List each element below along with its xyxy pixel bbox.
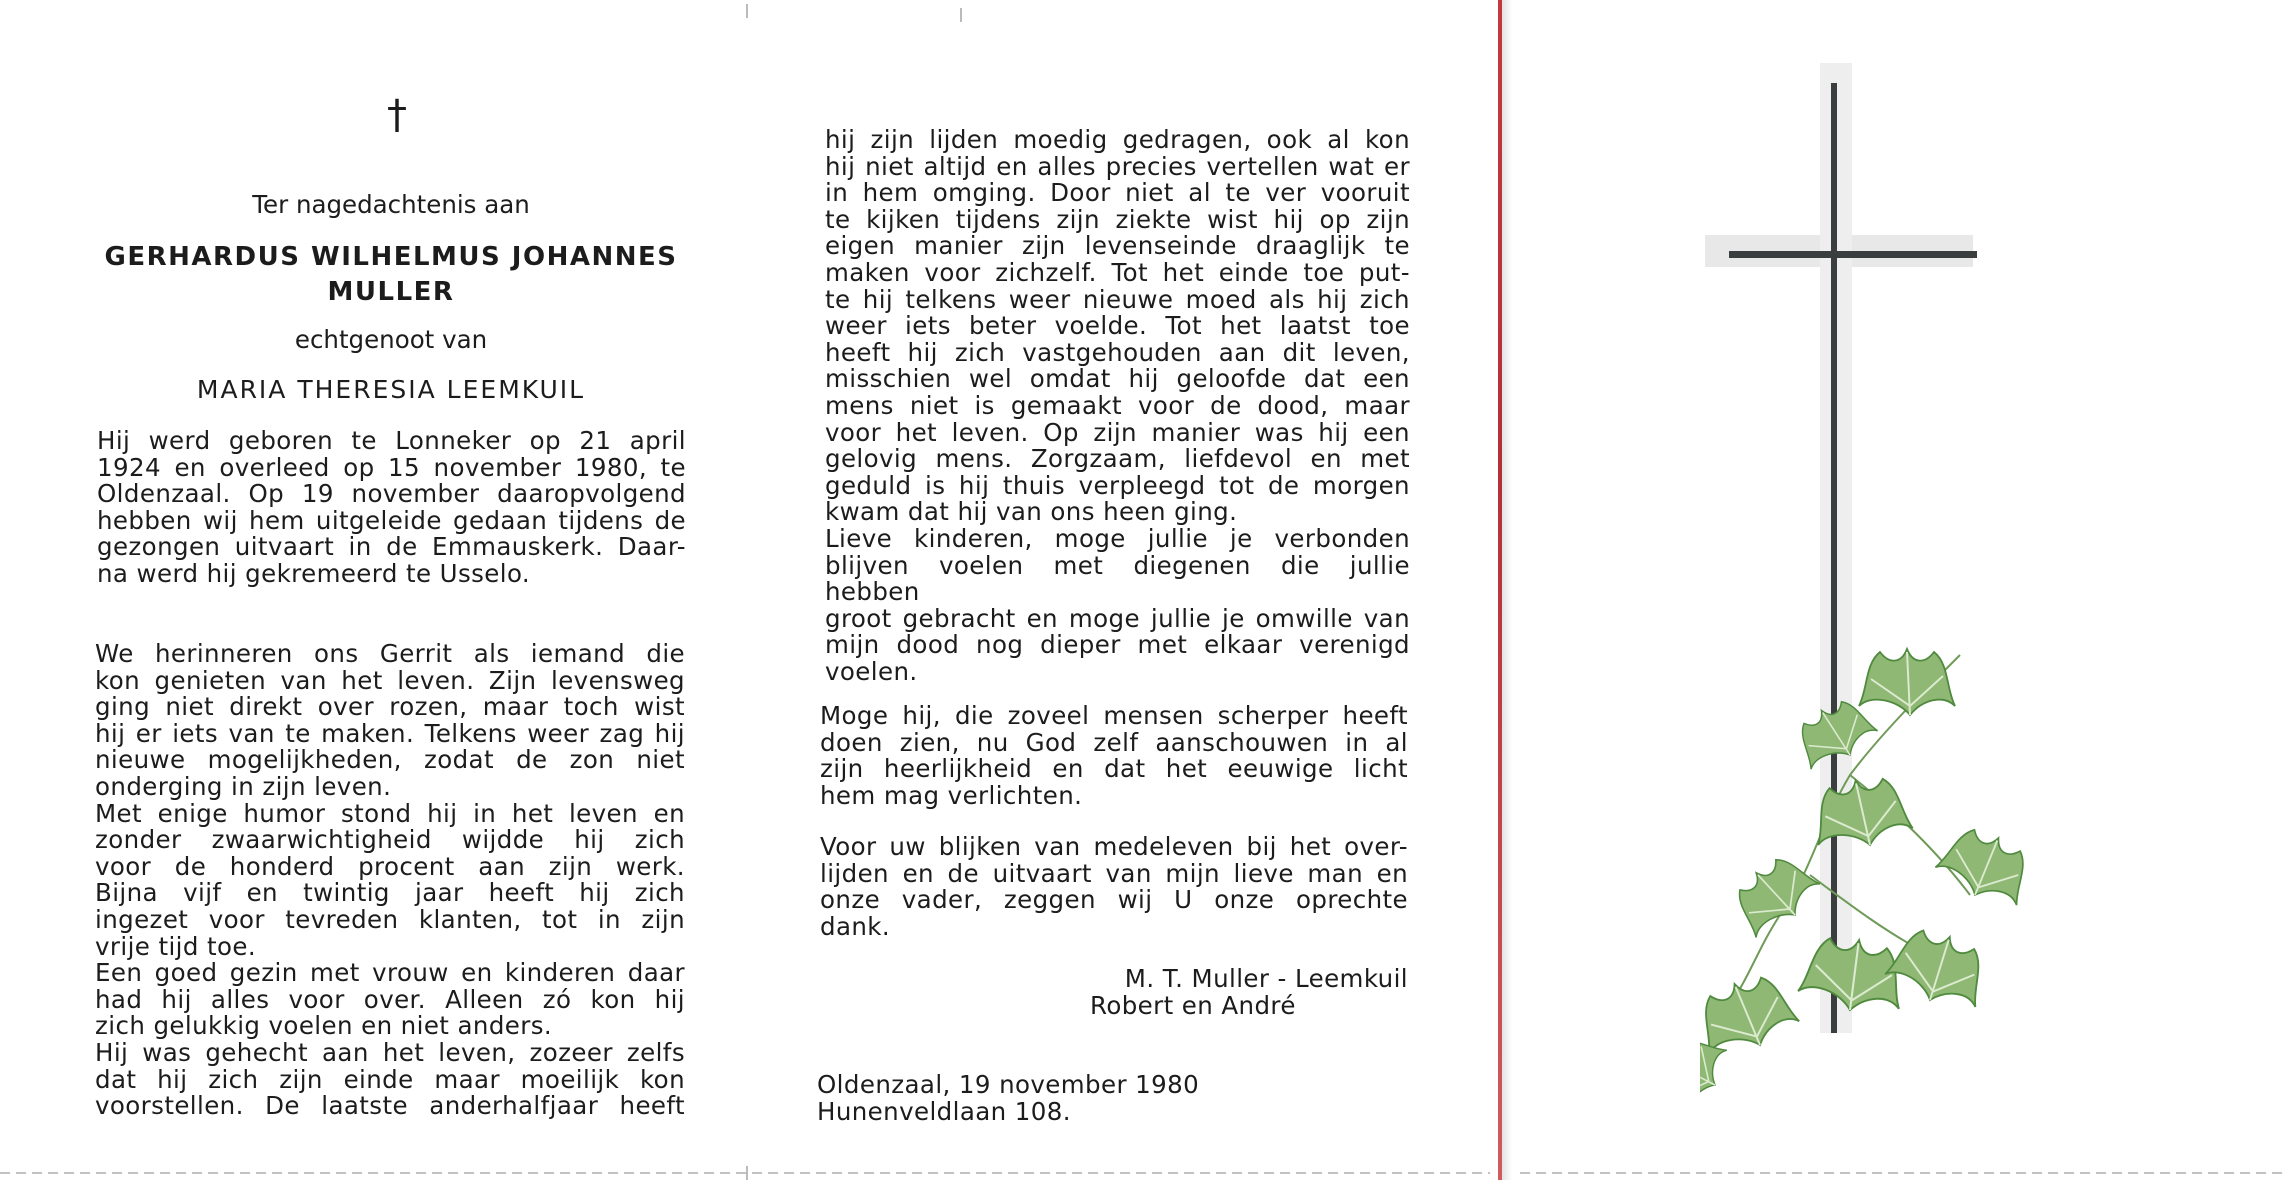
text-line: nieuwe mogelijkheden, zodat de zon niet [95,745,685,775]
remembrance-paragraph [95,641,685,1120]
text-line: Lieve kinderen, moge jullie je verbonden [825,523,1410,553]
text-line: Hij was gehecht aan het leven, zozeer zelfs [95,1037,685,1067]
text-line: Met enige humor stond hij in het leven en [95,798,685,828]
text-line: voor de honderd procent aan zijn werk. [95,851,685,881]
signature-line-2: Robert en André [1090,990,1296,1020]
text-line: vrije tijd toe. [95,931,257,961]
cover-bottom-edge [1520,1172,2288,1174]
text-line: lijden en de uitvaart van mijn lieve man en [820,858,1408,888]
place-date: Oldenzaal, 19 november 1980 [817,1070,1200,1099]
text-line: onderging in zijn leven. [95,771,392,801]
text-line: gezongen uitvaart in de Emmauskerk. Daar- [97,532,686,562]
text-line: in hem omging. Door niet al te ver vooruit [825,178,1410,208]
text-line: had hij alles voor over. Alleen zó kon hij [95,984,685,1014]
text-line: 1924 en overleed op 15 november 1980, te [97,452,686,482]
text-line: groot gebracht en moge jullie je omwille van [825,603,1410,633]
text-line: voelen. [825,656,918,686]
text-line: zich gelukkig voelen en niet anders. [95,1011,553,1041]
bottom-edge [0,1172,1490,1174]
signature-line-1: M. T. Muller - Leemkuil [1124,964,1408,993]
illness-paragraph [825,127,1410,685]
text-line: onze vader, zeggen wij U onze oprechte [820,885,1408,915]
fold-mark-top-right [960,8,962,22]
text-line: hij niet altijd en alles precies vertellen wat er [825,151,1410,181]
text-line: blijven voelen met diegenen die jullie [825,550,1410,580]
text-line: Een goed gezin met vrouw en kinderen daar [95,958,685,988]
text-line: na werd hij gekremeerd te Usselo. [97,558,531,588]
text-line: hebben [825,577,920,607]
text-line: hem mag verlichten. [820,780,1083,810]
spouse-name: MARIA THERESIA LEEMKUIL [196,375,586,404]
text-line: kon genieten van het leven. Zijn levensweg [95,665,685,695]
text-line: mens niet is gemaakt voor de dood, maar [825,390,1410,420]
text-line: ging niet direkt over rozen, maar toch wist [95,692,685,722]
text-line: gelovig mens. Zorgzaam, liefdevol en met [825,444,1410,474]
card-fold-shadow [1502,0,1512,1180]
thanks-paragraph [820,834,1408,940]
text-line: mijn dood nog dieper met elkaar verenigd [825,630,1410,660]
deceased-name-line1: GERHARDUS WILHELMUS JOHANNES [104,242,678,272]
text-line: Voor uw blijken van medeleven bij het over- [820,832,1408,861]
dagger-cross-icon: † [387,92,407,138]
text-line: hij zijn lijden moedig gedragen, ook al kon [825,125,1410,154]
text-line: kwam dat hij van ons heen ging. [825,497,1238,527]
ivy-vine [1700,649,2039,1120]
fold-mark-top [746,4,748,18]
text-line: zonder zwaarwichtigheid wijdde hij zich [95,825,685,855]
heading-spouse: echtgenoot van [294,325,488,354]
text-line: hij er iets van te maken. Telkens weer zag hij [95,718,685,748]
cross-with-ivy-illustration [1700,55,2140,1145]
heading-memoriam: Ter nagedachtenis aan [252,190,530,219]
address: Hunenveldlaan 108. [817,1096,1071,1126]
text-line: Hij werd geboren te Lonneker op 21 april [97,426,686,455]
text-line: voorstellen. De laatste anderhalfjaar heeft [95,1091,685,1121]
text-line: eigen manier zijn levenseinde draaglijk te [825,231,1410,261]
prayer-paragraph [820,703,1408,809]
text-line: te hij telkens weer nieuwe moed als hij zich [825,284,1410,314]
text-line: Bijna vijf en twintig jaar heeft hij zich [95,878,685,908]
text-line: Moge hij, die zoveel mensen scherper heeft [820,701,1408,730]
deceased-name-line2: MULLER [327,277,455,307]
signature-block [1090,966,1408,1019]
place-date-block [817,1072,1257,1125]
text-line: weer iets beter voelde. Tot het laatst toe [825,311,1410,341]
cross-horizontal-bar [1729,251,1977,258]
text-line: maken voor zichzelf. Tot het einde toe put- [825,257,1410,287]
text-line: We herinneren ons Gerrit als iemand die [95,639,685,668]
text-line: Oldenzaal. Op 19 november daaropvolgend [97,479,686,509]
text-line: dat hij zich zijn einde maar moeilijk kon [95,1064,685,1094]
text-line: heeft hij zich vastgehouden aan dit leven, [825,337,1410,367]
text-line: misschien wel omdat hij geloofde dat een [825,364,1410,394]
text-line: zijn heerlijkheid en dat het eeuwige licht [820,754,1408,784]
text-line: hebben wij hem uitgeleide gedaan tijdens de [97,505,686,535]
text-line: geduld is hij thuis verpleegd tot de morgen [825,470,1410,500]
text-line: ingezet voor tevreden klanten, tot in zijn [95,904,685,934]
biography-paragraph [97,428,686,588]
text-line: dank. [820,911,891,941]
text-line: te kijken tijdens zijn ziekte wist hij op zijn [825,204,1410,234]
text-line: voor het leven. Op zijn manier was hij een [825,417,1410,447]
text-line: doen zien, nu God zelf aanschouwen in al [820,727,1408,757]
